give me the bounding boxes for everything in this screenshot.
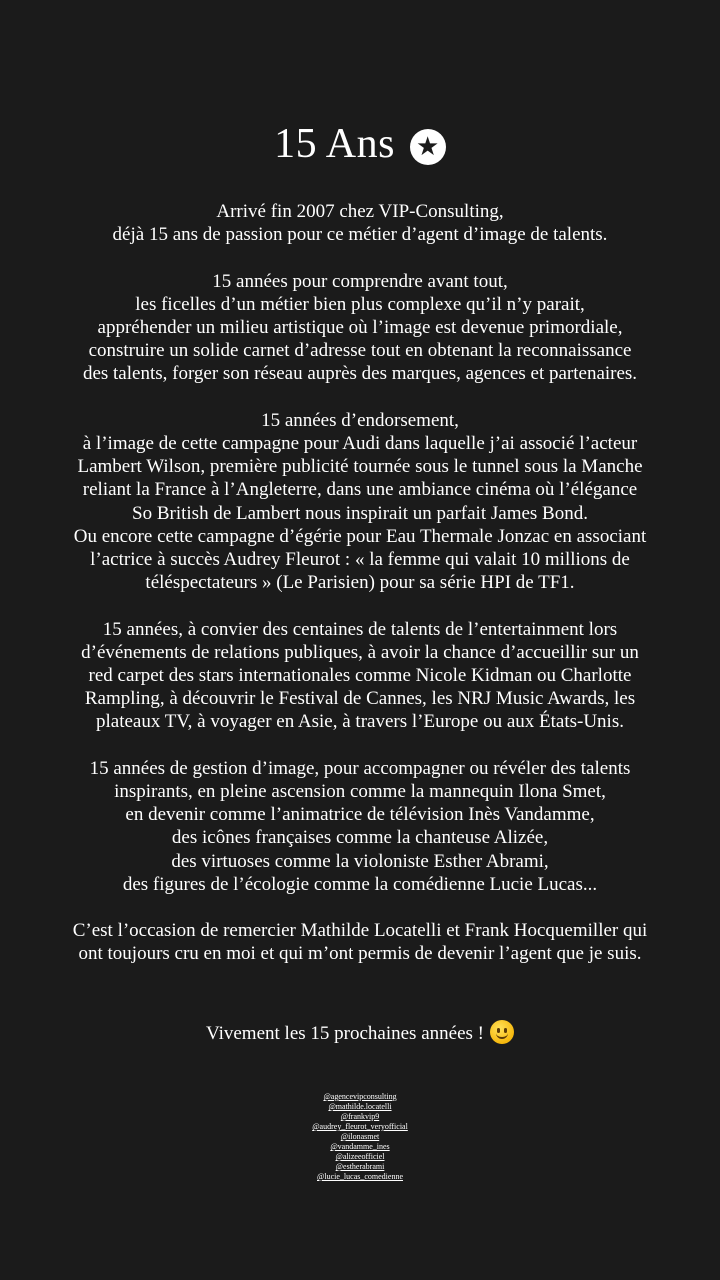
mention-tag[interactable]: @frankvip9: [340, 1112, 380, 1121]
paragraph-image-management: [0, 757, 720, 896]
mention-tag[interactable]: @agencevipconsulting: [323, 1092, 397, 1101]
text-line: construire un solide carnet d’adresse tout en obtenant la reconnaissance: [88, 340, 632, 362]
text-line: d’événements de relations publiques, à avoir la chance d’accueillir sur un: [81, 641, 639, 663]
text-line: plateaux TV, à voyager en Asie, à travers l’Europe ou aux États-Unis.: [96, 711, 624, 733]
text-line: à l’image de cette campagne pour Audi dans laquelle j’ai associé l’acteur: [82, 433, 638, 454]
text-line: inspirants, en pleine ascension comme la mannequin Ilona Smet,: [114, 781, 606, 803]
paragraph-thanks: [0, 919, 720, 965]
paragraph-intro: [0, 200, 720, 246]
story-title: [0, 118, 720, 170]
paragraph-understanding: [0, 270, 720, 386]
text-line: des virtuoses comme la violoniste Esther Abrami,: [171, 850, 549, 872]
mention-tags: [0, 1092, 720, 1182]
text-line: 15 années de gestion d’image, pour accompagner ou révéler des talents: [89, 757, 631, 779]
text-line: téléspectateurs » (Le Parisien) pour sa série HPI de TF1.: [145, 572, 575, 594]
text-line: 15 années, à convier des centaines de talents de l’entertainment lors: [102, 618, 618, 640]
closing-line: [0, 1020, 720, 1047]
mention-tag[interactable]: @estherabrami: [335, 1162, 385, 1171]
text-line: Lambert Wilson, première publicité tournée sous le tunnel sous la Manche: [77, 456, 643, 478]
paragraph-events: [0, 618, 720, 734]
smiling-face-icon: [490, 1020, 514, 1044]
text-line: des figures de l’écologie comme la comédienne Lucie Lucas...: [122, 873, 598, 895]
text-line: 15 années d’endorsement,: [261, 409, 459, 431]
text-line: Ou encore cette campagne d’égérie pour Eau Thermale Jonzac en associant: [73, 525, 647, 547]
closing-text: Vivement les 15 prochaines années !: [206, 1023, 484, 1044]
text-line: reliant la France à l’Angleterre, dans une ambiance cinéma où l’élégance: [82, 479, 638, 501]
mention-tag[interactable]: @alizeeofficiel: [335, 1152, 385, 1161]
paragraph-endorsement: [0, 409, 720, 595]
text-line: les ficelles d’un métier bien plus complexe qu’il n’y parait,: [135, 293, 585, 315]
story-title-text: 15 Ans: [274, 121, 395, 167]
text-line: l’actrice à succès Audrey Fleurot : « la femme qui valait 10 millions de: [90, 549, 630, 571]
text-line: Rampling, à découvrir le Festival de Cannes, les NRJ Music Awards, les: [84, 688, 636, 710]
text-line: So British de Lambert nous inspirait un parfait James Bond.: [132, 502, 588, 524]
mention-tag[interactable]: @ilonasmet: [340, 1132, 380, 1141]
text-line: déjà 15 ans de passion pour ce métier d’agent d’image de talents.: [112, 224, 608, 246]
mention-tag[interactable]: @audrey_fleurot_veryofficial: [312, 1122, 408, 1131]
text-line: appréhender un milieu artistique où l’image est devenue primordiale,: [97, 317, 623, 338]
mention-tag[interactable]: @vandamme_ines: [330, 1142, 390, 1151]
text-line: 15 années pour comprendre avant tout,: [212, 270, 508, 292]
mention-tag[interactable]: @mathilde.locatelli: [328, 1102, 392, 1111]
text-line: en devenir comme l’animatrice de télévision Inès Vandamme,: [125, 804, 595, 826]
text-line: Arrivé fin 2007 chez VIP-Consulting,: [216, 201, 504, 222]
star-circle-icon: ★: [410, 129, 446, 165]
text-line: des talents, forger son réseau auprès des marques, agences et partenaires.: [82, 363, 638, 385]
text-line: C’est l’occasion de remercier Mathilde Locatelli et Frank Hocquemiller qui: [72, 920, 648, 942]
mention-tag[interactable]: @lucie_lucas_comedienne: [317, 1172, 403, 1181]
text-line: red carpet des stars internationales comme Nicole Kidman ou Charlotte: [88, 665, 632, 687]
text-line: ont toujours cru en moi et qui m’ont permis de devenir l’agent que je suis.: [78, 943, 642, 965]
text-line: des icônes françaises comme la chanteuse Alizée,: [171, 827, 549, 849]
story-body: [0, 200, 720, 989]
